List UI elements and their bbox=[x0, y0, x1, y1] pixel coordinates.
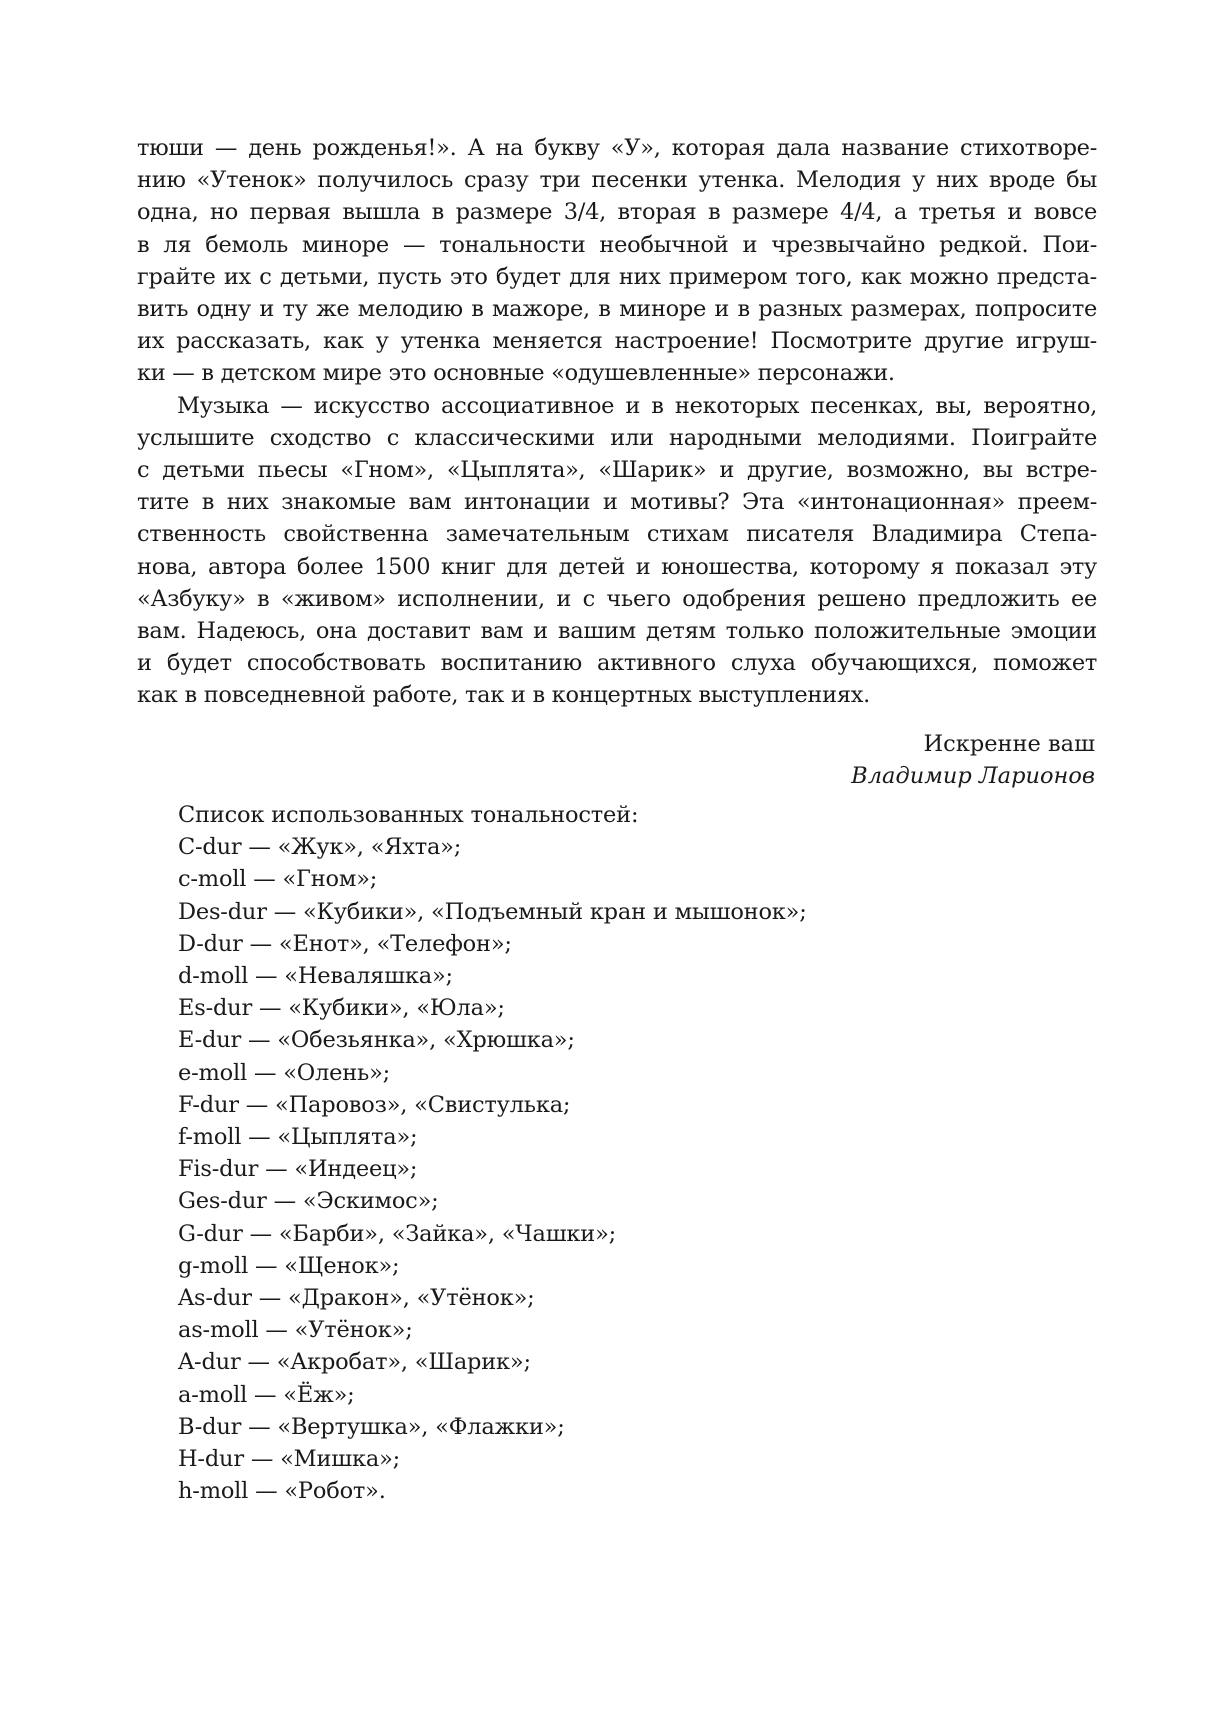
list-item: g-moll — «Щенок»; bbox=[178, 1252, 400, 1279]
list-item: a-moll — «Ёж»; bbox=[178, 1381, 355, 1408]
signature-block bbox=[137, 728, 1097, 792]
text-line: грайте их с детьми, пусть это будет для них примером того, как можно предста- bbox=[137, 263, 1097, 290]
list-item: A-dur — «Акробат», «Шарик»; bbox=[178, 1349, 531, 1376]
signature-closing: Искренне ваш bbox=[923, 730, 1095, 757]
list-item: G-dur — «Барби», «Зайка», «Чашки»; bbox=[178, 1220, 617, 1247]
document-page bbox=[137, 132, 1097, 792]
list-item: as-moll — «Утёнок»; bbox=[178, 1317, 413, 1344]
text-line: как в повседневной работе, так и в концертных выступлениях. bbox=[137, 682, 870, 709]
text-line: ки — в детском мире это основные «одушевленные» персонажи. bbox=[137, 360, 895, 387]
tonalities-list-title: Список использованных тональностей: bbox=[178, 802, 639, 828]
list-item: Ges-dur — «Эскимос»; bbox=[178, 1188, 439, 1215]
text-line: нова, автора более 1500 книг для детей и юношества, которому я показал эту bbox=[137, 553, 1097, 580]
list-item: B-dur — «Вертушка», «Флажки»; bbox=[178, 1413, 565, 1440]
list-item: Des-dur — «Кубики», «Подъемный кран и мышонок»; bbox=[178, 898, 807, 925]
list-item: F-dur — «Паровоз», «Свистулька; bbox=[178, 1091, 571, 1118]
list-item: D-dur — «Енот», «Телефон»; bbox=[178, 930, 512, 957]
text-line: в ля бемоль миноре — тональности необычной и чрезвычайно редкой. Пои- bbox=[137, 231, 1097, 258]
tonalities-list bbox=[178, 799, 807, 1507]
list-item: f-moll — «Цыплята»; bbox=[178, 1124, 418, 1151]
text-line: их рассказать, как у утенка меняется настроение! Посмотрите другие игруш- bbox=[137, 328, 1097, 355]
text-line: ственность свойственна замечательным стихам писателя Владимира Степа- bbox=[137, 521, 1097, 548]
list-item: Fis-dur — «Индеец»; bbox=[178, 1156, 418, 1183]
text-line: услышите сходство с классическими или народными мелодиями. Поиграйте bbox=[137, 424, 1097, 451]
list-item: d-moll — «Неваляшка»; bbox=[178, 963, 453, 990]
text-line: нию «Утенок» получилось сразу три песенки утенка. Мелодия у них вроде бы bbox=[137, 167, 1097, 194]
list-item: Es-dur — «Кубики», «Юла»; bbox=[178, 995, 505, 1022]
list-item: E-dur — «Обезьянка», «Хрюшка»; bbox=[178, 1027, 575, 1054]
list-item: As-dur — «Дракон», «Утёнок»; bbox=[178, 1285, 535, 1312]
text-line: «Азбуку» в «живом» исполнении, и с чьего одобрения решено предложить ее bbox=[137, 585, 1097, 612]
list-item: C-dur — «Жук», «Яхта»; bbox=[178, 834, 462, 861]
text-line: Музыка — искусство ассоциативное и в некоторых песенках, вы, вероятно, bbox=[177, 392, 1097, 419]
paragraph-1 bbox=[137, 132, 1097, 390]
list-item: H-dur — «Мишка»; bbox=[178, 1446, 401, 1473]
text-line: с детьми пьесы «Гном», «Цыплята», «Шарик» и другие, возможно, вы встре- bbox=[137, 457, 1097, 484]
text-line: тюши — день рожденья!». А на букву «У», которая дала название стихотворе- bbox=[137, 135, 1097, 161]
text-line: одна, но первая вышла в размере 3/4, вторая в размере 4/4, а третья и вовсе bbox=[137, 199, 1097, 226]
list-item: e-moll — «Олень»; bbox=[178, 1059, 391, 1086]
paragraph-2 bbox=[137, 390, 1097, 712]
text-line: тите в них знакомые вам интонации и мотивы? Эта «интонационная» преем- bbox=[137, 489, 1097, 516]
text-line: вам. Надеюсь, она доставит вам и вашим детям только положительные эмоции bbox=[137, 618, 1097, 645]
text-line: вить одну и ту же мелодию в мажоре, в миноре и в разных размерах, попросите bbox=[137, 296, 1097, 323]
list-item: h-moll — «Робот». bbox=[178, 1478, 386, 1505]
list-item: c-moll — «Гном»; bbox=[178, 866, 378, 893]
signature-author: Владимир Ларионов bbox=[851, 762, 1095, 789]
text-line: и будет способствовать воспитанию активного слуха обучающихся, поможет bbox=[137, 650, 1097, 677]
